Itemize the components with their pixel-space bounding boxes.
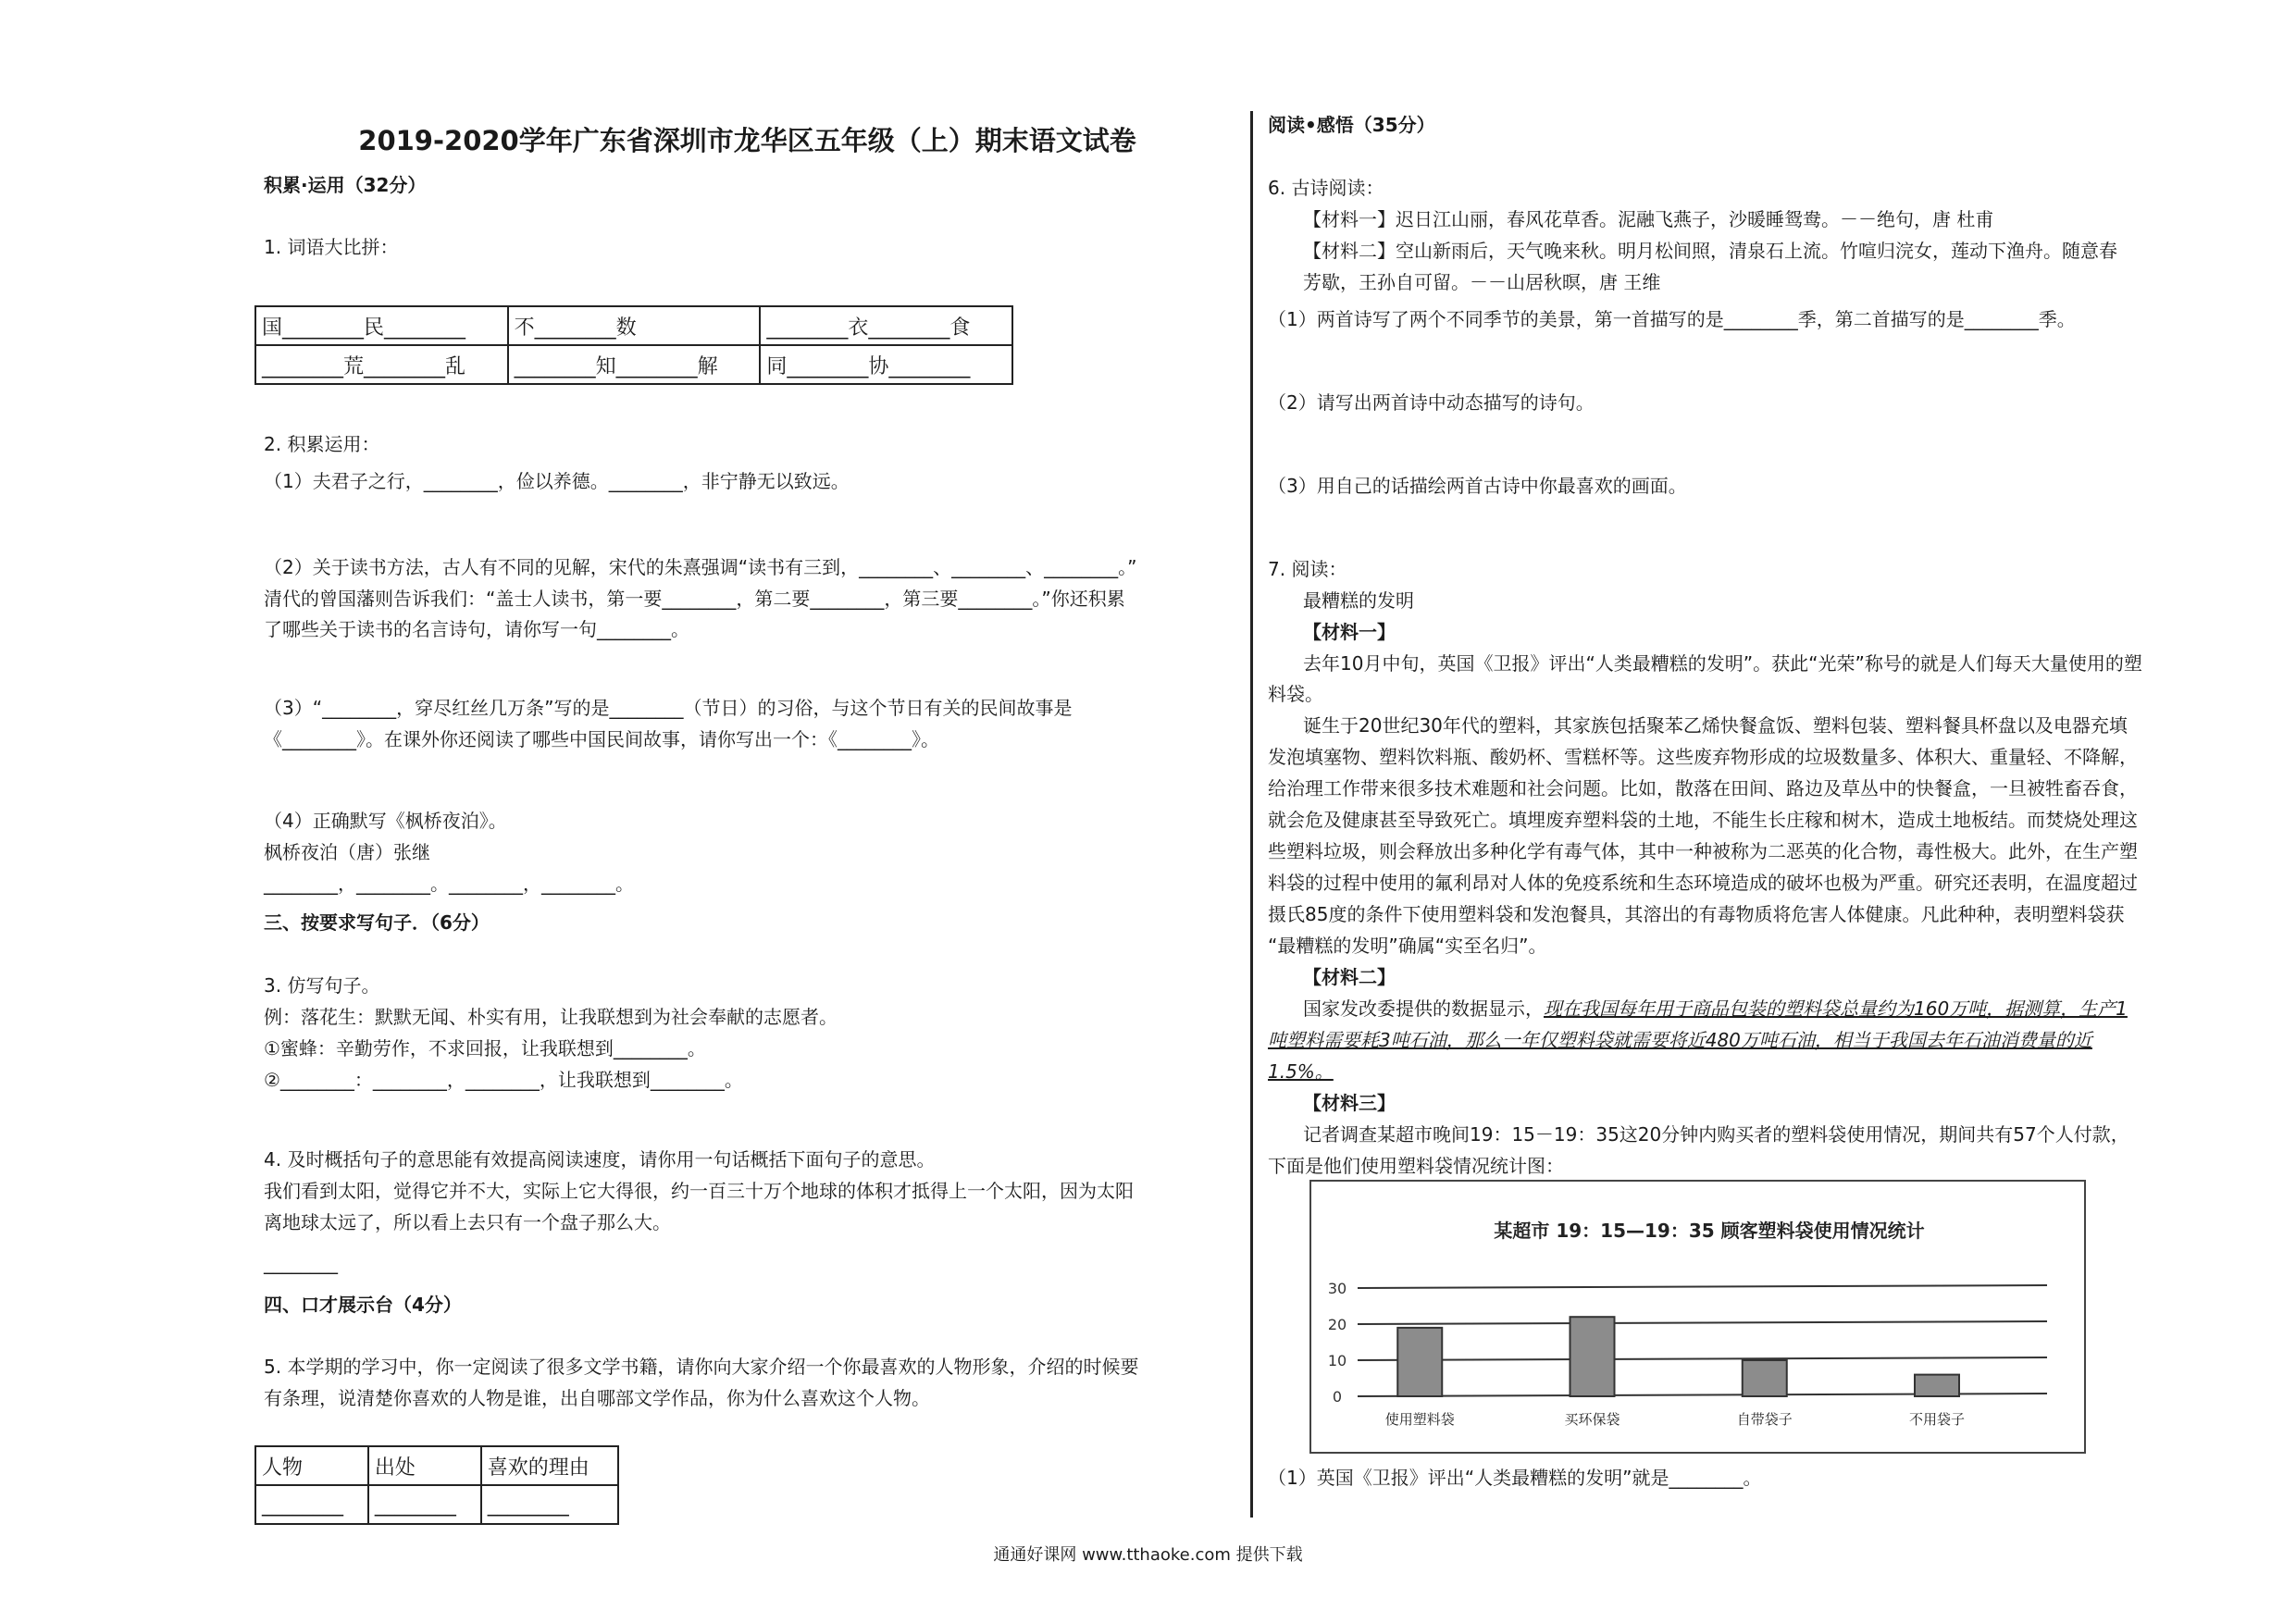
- poem-material: 【材料一】迟日江山丽，春风花草香。泥融飞燕子，沙暖睡鸳鸯。－－绝句，唐 杜甫: [1303, 208, 1994, 230]
- passage-text: 料袋的过程中使用的氟利昂对人体的免疫系统和生态环境造成的破坏也极为严重。研究还表明，在温度超过: [1268, 872, 2138, 894]
- question-text: ②________：________，________，让我联想到________。: [264, 1069, 743, 1091]
- idiom-cell: ________衣________食: [760, 306, 1012, 345]
- section-title: 三、按要求写句子．（6分）: [264, 911, 490, 934]
- question-text: （1）英国《卫报》评出“人类最糟糕的发明”就是________。: [1268, 1467, 1762, 1489]
- passage-text: 些塑料垃圾，则会释放出多种化学有毒气体，其中一种被称为二恶英的化合物，毒性极大。此外，在生产塑: [1268, 840, 2138, 862]
- idiom-cell: ________荒________乱: [255, 345, 508, 384]
- table-header: 出处: [368, 1446, 481, 1485]
- question-1-label: 1. 词语大比拼：: [264, 236, 399, 258]
- idiom-cell: 国________民________: [255, 306, 508, 345]
- question-text: （4）正确默写《枫桥夜泊》。: [264, 810, 507, 832]
- question-text: （1）夫君子之行，________，俭以养德。________，非宁静无以致远。: [264, 470, 850, 492]
- category-label: 不用袋子: [1908, 1411, 1966, 1428]
- passage-title: 最糟糕的发明: [1303, 589, 1414, 612]
- chart-svg: [1311, 1182, 2084, 1452]
- idiom-cell: ________知________解: [508, 345, 761, 384]
- passage-text: 记者调查某超市晚间19：15－19：35这20分钟内购买者的塑料袋使用情况，期间共有57个人付款，: [1303, 1123, 2129, 1146]
- table-header: 人物: [255, 1446, 368, 1485]
- gridline: [1358, 1321, 2047, 1324]
- material-label: 【材料二】: [1303, 966, 1396, 988]
- question-text: 了哪些关于读书的名言诗句，请你写一句________。: [264, 618, 689, 640]
- question-text: （1）两首诗写了两个不同季节的美景，第一首描写的是________季，第二首描写的是________季。: [1268, 308, 2076, 330]
- question-text: 我们看到太阳，觉得它并不大，实际上它大得很，约一百三十万个地球的体积才抵得上一个太阳，因为太阳: [264, 1180, 1134, 1202]
- idiom-table: [254, 305, 1013, 385]
- gridline: [1358, 1285, 2047, 1288]
- chart-marks: [1328, 1280, 2047, 1428]
- bar: [1570, 1317, 1615, 1396]
- passage-text: 就会危及健康甚至导致死亡。填埋废弃塑料袋的土地，不能生长庄稼和树木，造成土地板结。而焚烧处理这: [1268, 809, 2138, 831]
- y-tick-label: 20: [1327, 1316, 1347, 1333]
- bar: [1743, 1360, 1787, 1396]
- passage-text: 诞生于20世纪30年代的塑料，其家族包括聚苯乙烯快餐盒饭、塑料包装、塑料餐具杯盘以及电器充填: [1303, 714, 2128, 737]
- question-2-label: 2. 积累运用：: [264, 433, 380, 455]
- poem-title: 枫桥夜泊（唐）张继: [264, 841, 430, 863]
- answer-blanks: ________: [264, 1252, 338, 1274]
- table-cell: ________: [368, 1485, 481, 1524]
- question-text: 有条理，说清楚你喜欢的人物是谁，出自哪部文学作品，你为什么喜欢这个人物。: [264, 1387, 930, 1409]
- y-tick-label: 10: [1327, 1352, 1347, 1369]
- question-6-label: 6. 古诗阅读：: [1268, 177, 1384, 199]
- passage-text: 去年10月中旬，英国《卫报》评出“人类最糟糕的发明”。获此“光荣”称号的就是人们每天大量使用的塑: [1303, 652, 2142, 675]
- table-cell: ________: [255, 1485, 368, 1524]
- exam-title: 2019-2020学年广东省深圳市龙华区五年级（上）期末语文试卷: [358, 125, 1136, 156]
- idiom-cell: 不________数: [508, 306, 761, 345]
- category-label: 买环保袋: [1564, 1411, 1620, 1428]
- bar: [1397, 1328, 1442, 1396]
- passage-text: [1303, 995, 2128, 1022]
- character-table: [254, 1445, 619, 1525]
- question-3-label: 3. 仿写句子。: [264, 974, 380, 997]
- table-cell: ________: [481, 1485, 618, 1524]
- chart-title: 某超市 19：15—19：35 顾客塑料袋使用情况统计: [1494, 1220, 1925, 1242]
- idiom-cell: 同________协________: [760, 345, 1012, 384]
- question-text: ①蜜蜂：辛勤劳作，不求回报，让我联想到________。: [264, 1037, 706, 1059]
- y-tick-label: 0: [1332, 1388, 1343, 1406]
- material-label: 【材料一】: [1303, 621, 1396, 643]
- passage-text: 摄氏85度的条件下使用塑料袋和发泡餐具，其溶出的有毒物质将危害人体健康。凡此种种，表明塑料袋获: [1268, 903, 2125, 925]
- material-label: 【材料三】: [1303, 1092, 1396, 1114]
- category-label: 使用塑料袋: [1384, 1411, 1455, 1428]
- passage-text: 下面是他们使用塑料袋情况统计图：: [1268, 1155, 1564, 1177]
- poem-material: 【材料二】空山新雨后，天气晚来秋。明月松间照，清泉石上流。竹喧归浣女，莲动下渔舟。随意春: [1303, 240, 2117, 262]
- footer-credit: 通通好课网 www.tthaoke.com 提供下载: [993, 1545, 1303, 1565]
- question-text: 《________》。在课外你还阅读了哪些中国民间故事，请你写出一个：《________》。: [264, 728, 939, 750]
- poem-material: 芳歇，王孙自可留。－－山居秋暝，唐 王维: [1303, 271, 1661, 293]
- question-text: 清代的曾国藩则告诉我们：“盖士人读书，第一要________，第二要________，第三要________。”你还积累: [264, 588, 1125, 610]
- question-text: （3）“________，穿尽红丝几万条”写的是________（节日）的习俗，与这个节日有关的民间故事是: [264, 697, 1073, 719]
- question-text: 5. 本学期的学习中，你一定阅读了很多文学书籍，请你向大家介绍一个你最喜欢的人物形象，介绍的时候要: [264, 1356, 1139, 1378]
- answer-blanks: ________，________。________，________。: [264, 873, 634, 895]
- table-header: 喜欢的理由: [481, 1446, 618, 1485]
- question-text: 4. 及时概括句子的意思能有效提高阅读速度，请你用一句话概括下面句子的意思。: [264, 1148, 936, 1171]
- y-tick-label: 30: [1327, 1280, 1347, 1297]
- example-sentence: 例：落花生：默默无闻、朴实有用，让我联想到为社会奉献的志愿者。: [264, 1006, 838, 1028]
- passage-text: 料袋。: [1268, 683, 1323, 705]
- section-title: 积累·运用（32分）: [264, 174, 427, 196]
- category-label: 自带袋子: [1736, 1411, 1793, 1428]
- passage-text: 给治理工作带来很多技术难题和社会问题。比如，散落在田间、路边及草丛中的快餐盒，一旦被牲畜吞食，: [1268, 777, 2138, 799]
- passage-text: 发泡填塞物、塑料饮料瓶、酸奶杯、雪糕杯等。这些废弃物形成的垃圾数量多、体积大、重量轻、不降解，: [1268, 746, 2138, 768]
- gridline: [1358, 1357, 2047, 1360]
- question-text: （3）用自己的话描绘两首古诗中你最喜欢的画面。: [1268, 475, 1687, 497]
- section-title: 四、口才展示台（4分）: [264, 1294, 462, 1316]
- question-7-label: 7. 阅读：: [1268, 558, 1347, 580]
- question-text: 离地球太远了，所以看上去只有一个盘子那么大。: [264, 1211, 671, 1233]
- column-divider: [1250, 111, 1253, 1518]
- underlined-text: 1.5%。: [1268, 1060, 1334, 1083]
- underlined-text: 现在我国每年用于商品包装的塑料袋总量约为160万吨，据测算，生产1: [1544, 997, 2128, 1020]
- bar-chart: [1309, 1180, 2086, 1454]
- passage-text: 国家发改委提供的数据显示，: [1303, 997, 1544, 1020]
- passage-text: “最糟糕的发明”确属“实至名归”。: [1268, 935, 1547, 957]
- question-text: （2）关于读书方法，古人有不同的见解，宋代的朱熹强调“读书有三到，________、________、________。”: [264, 556, 1137, 578]
- bar: [1915, 1375, 1959, 1396]
- underlined-text: 吨塑料需要耗3吨石油，那么一年仅塑料袋就需要将近480万吨石油，相当于我国去年石油消费量的近: [1268, 1029, 2092, 1051]
- section-title: 阅读•感悟（35分）: [1268, 114, 1435, 136]
- question-text: （2）请写出两首诗中动态描写的诗句。: [1268, 391, 1595, 414]
